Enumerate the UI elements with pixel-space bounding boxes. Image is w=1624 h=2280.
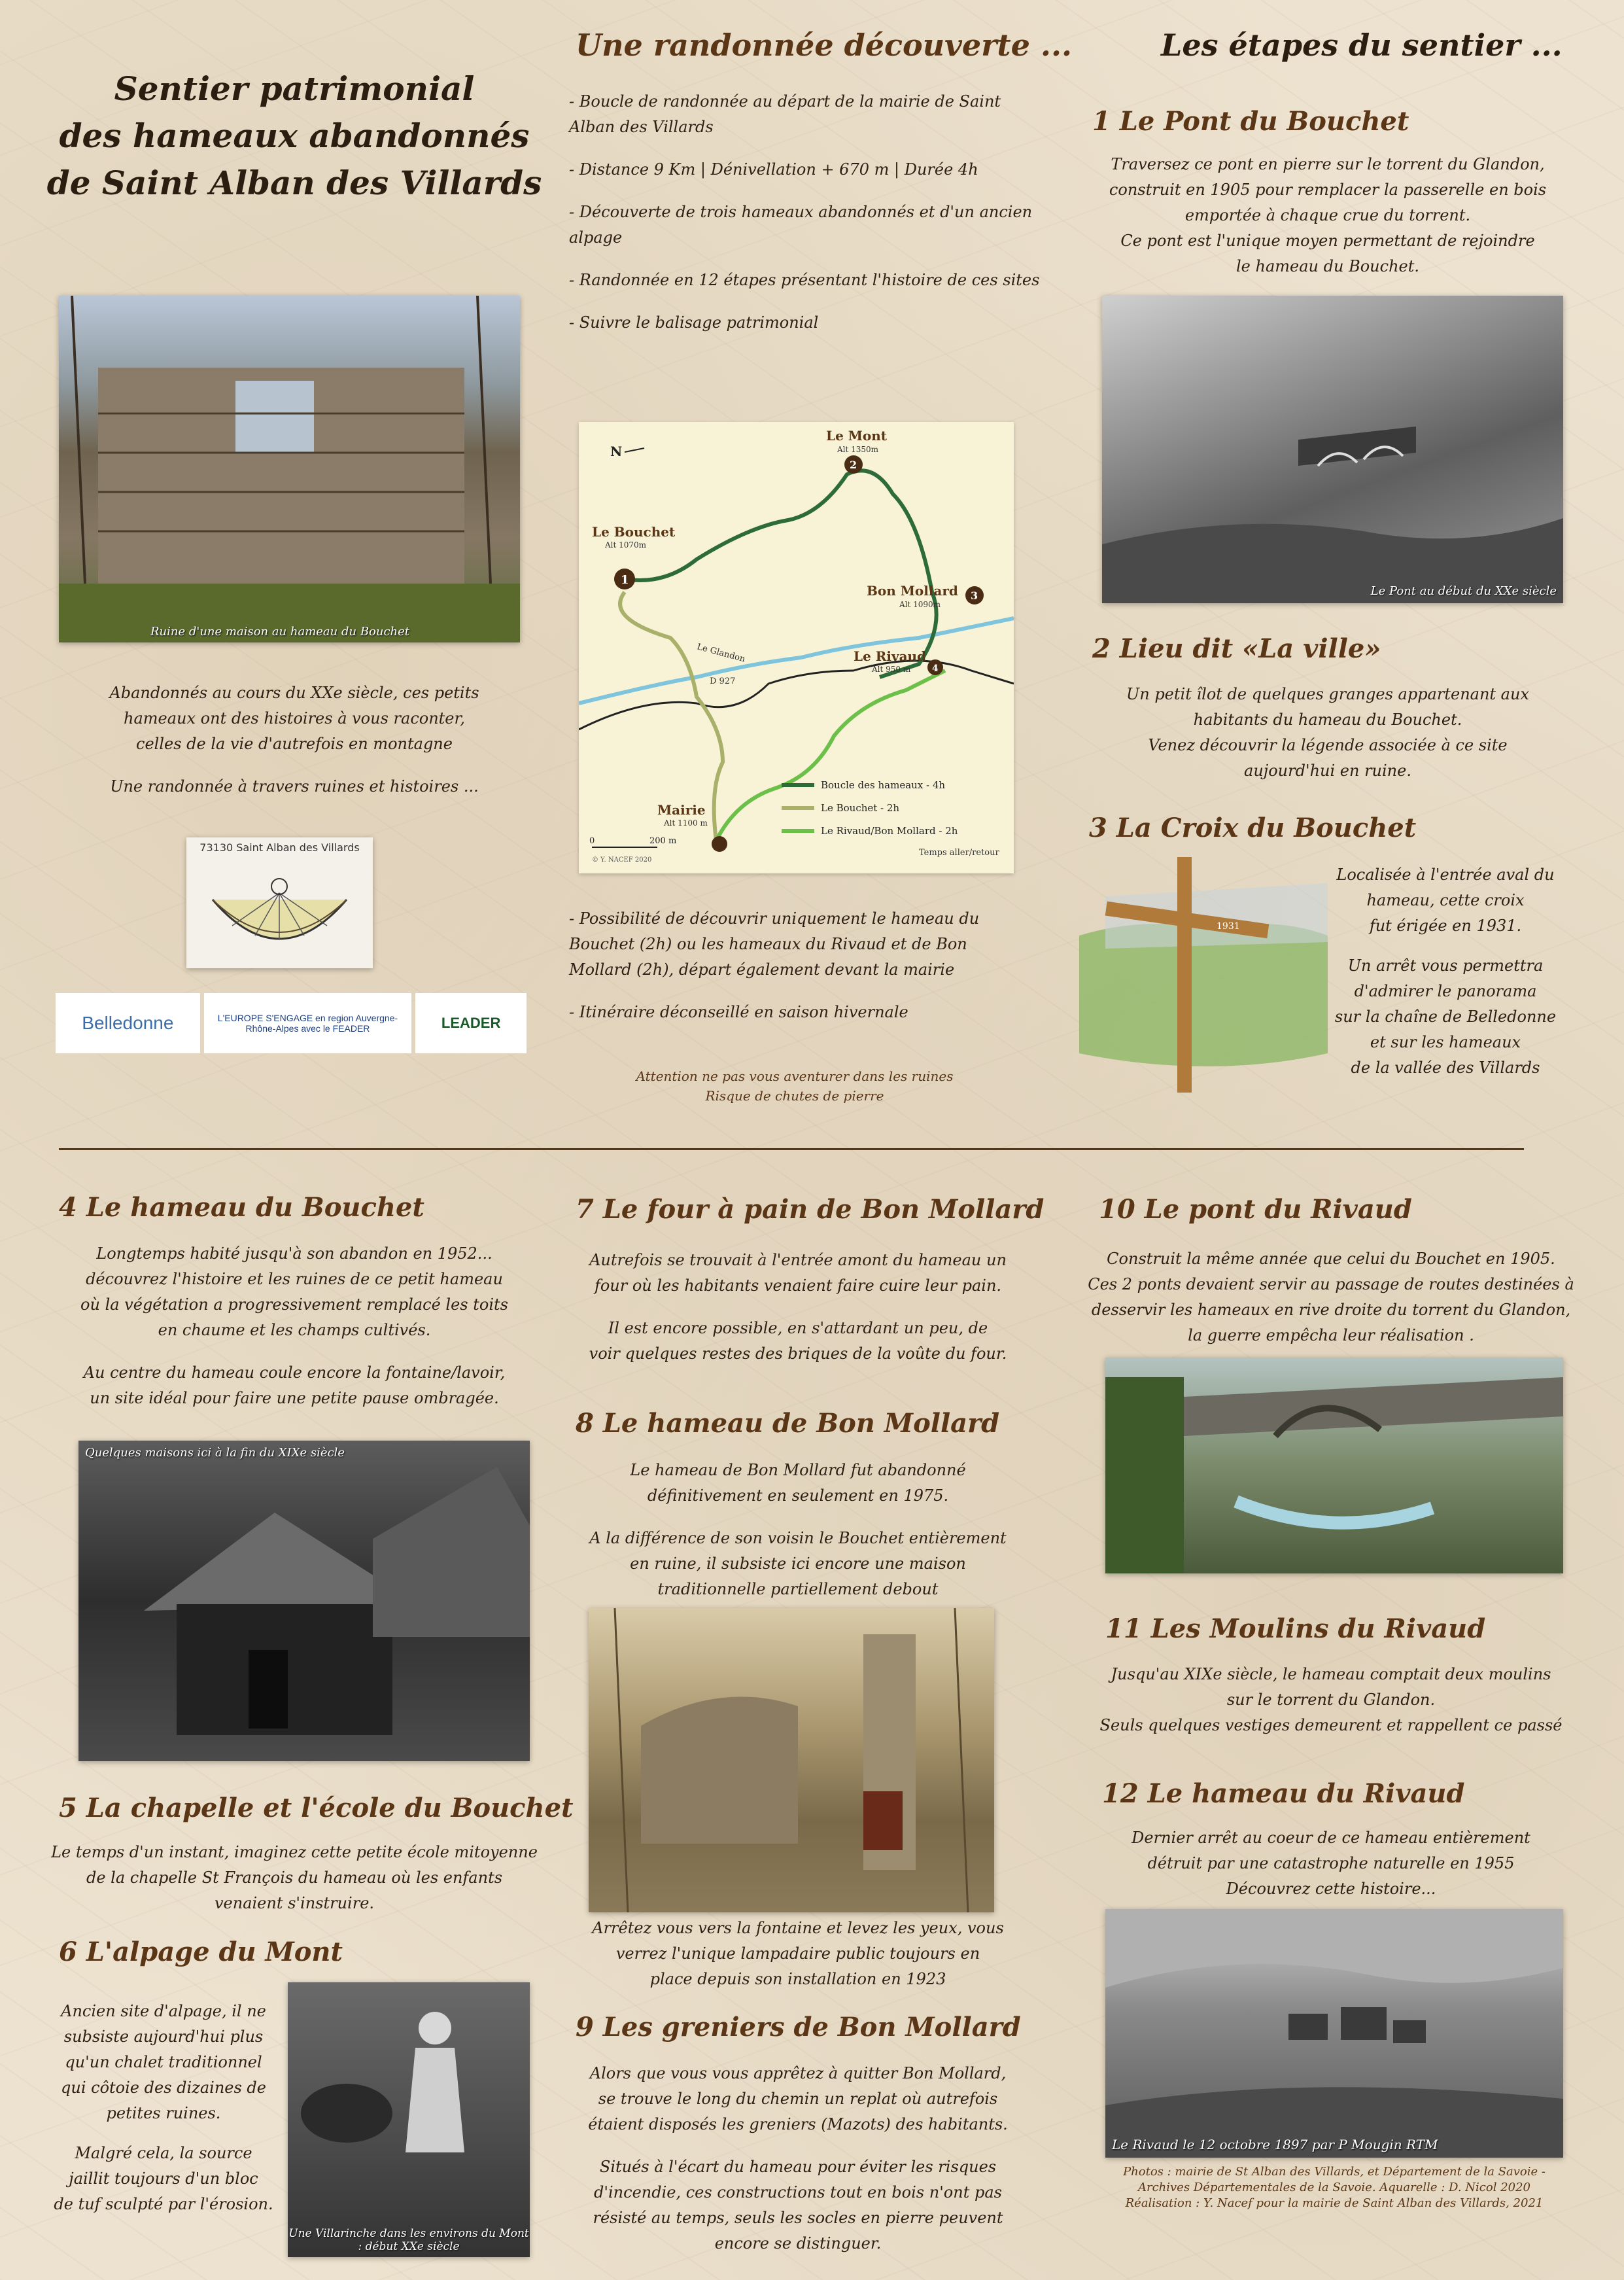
map-step-3: 3 — [971, 589, 978, 602]
rivaud-bridge-illustration — [1105, 1358, 1563, 1573]
ruin-photo-caption: Ruine d'une maison au hameau du Bouchet — [150, 625, 410, 639]
map-label-rivaud: Le Rivaud — [854, 648, 927, 664]
ruin-photo — [59, 296, 520, 642]
intro-text: Abandonnés au cours du XXe siècle, ces petits hameaux ont des histoires à vous raconter, celles de la vie d'autrefois en montagne Une randonnée à travers ruines et histoires ... — [109, 684, 479, 796]
leader-logo: LEADER — [415, 993, 527, 1053]
rando-heading: Une randonnée découverte ... — [576, 27, 1072, 63]
warning-text: Attention ne pas vous aventurer dans les ruines Risque de chutes de pierre — [636, 1068, 954, 1104]
legend-label-bouchet: Le Bouchet - 2h — [821, 802, 900, 814]
partner-logos — [56, 993, 527, 1053]
step-7-text: Autrefois se trouvait à l'entrée amont du hameau un four où les habitants venaient faire cuire leur pain. Il est encore possible, en s'attardant un peu, de voir quelques restes des briques de la voûte du four. — [589, 1251, 1007, 1363]
europe-region-logo: L'EUROPE S'ENGAGE en region Auvergne-Rhône-Alpes avec le FEADER — [204, 993, 412, 1053]
step-10-title: 10 Le pont du Rivaud — [1099, 1194, 1412, 1225]
map-label-bon-mollard: Bon Mollard — [867, 583, 958, 599]
alpage-photo — [288, 1982, 530, 2257]
step-4-text: Longtemps habité jusqu'à son abandon en 1952... découvrez l'histoire et les ruines de ce petit hameau où la végétation a progressivement remplacé les toits en chaume et les champs cultivés. Au centre du hameau coule encore la fontaine/lavoir, un site idéal pour faire une petite pause ombragée. — [80, 1244, 508, 1407]
step-5-title: 5 La chapelle et l'école du Bouchet — [59, 1793, 574, 1823]
rivaud-village-illustration — [1105, 1909, 1563, 2158]
cross-year: 1931 — [1217, 921, 1240, 932]
belledonne-logo: Belledonne — [56, 993, 200, 1053]
step-1-title: 1 Le Pont du Bouchet — [1092, 106, 1409, 137]
sundial-logo: 73130 Saint Alban des Villards — [186, 837, 373, 968]
pont-rivaud-photo — [1105, 1358, 1563, 1573]
map-label-road: D 927 — [710, 676, 736, 686]
croix-watercolor — [1079, 857, 1328, 1099]
map-alt-bon-mollard: Alt 1090m — [899, 600, 941, 609]
pont-bouchet-photo — [1102, 296, 1563, 603]
ruin-illustration — [59, 296, 520, 642]
step-10-text: Construit la même année que celui du Bouchet en 1905. Ces 2 ponts devaient servir au passage de routes destinées à desservir les hameaux en rive droite du torrent du Glandon, la guerre empêcha leur réalisation . — [1088, 1250, 1574, 1344]
hameau-bouchet-caption: Quelques maisons ici à la fin du XIXe siècle — [85, 1446, 345, 1460]
map-label-river: Le Glandon — [695, 642, 746, 665]
alpage-caption: Une Villarinche dans les environs du Mont : début XXe siècle — [288, 2227, 529, 2253]
map-alt-bouchet: Alt 1070m — [605, 540, 647, 550]
section-divider — [59, 1148, 1524, 1150]
step-12-title: 12 Le hameau du Rivaud — [1102, 1778, 1465, 1809]
map-label-mont: Le Mont — [826, 428, 888, 444]
step-6-title: 6 L'alpage du Mont — [59, 1937, 343, 1967]
map-label-mairie: Mairie — [657, 802, 706, 818]
map-time-note: Temps aller/retour — [919, 848, 999, 858]
rando-bullets: - Boucle de randonnée au départ de la mairie de Saint Alban des Villards - Distance 9 Km | Dénivellation + 670 m | Durée 4h - Découverte de trois hameaux abandonnés et d'un ancien alpage - Randonnée en 12 étapes présentant l'histoire de ces sites - Suivre le balisage patrimonial — [569, 92, 1040, 332]
step-3-title: 3 La Croix du Bouchet — [1089, 813, 1417, 843]
photo-credits: Photos : mairie de St Alban des Villards, et Département de la Savoie - Archives Départementales de la Savoie. Aquarelle : D. Nicol 2020 Réalisation : Y. Nacef pour la mairie de Saint Alban des Villards, 2021 — [1123, 2165, 1546, 2210]
rivaud-photo — [1105, 1909, 1563, 2158]
bridge-illustration — [1102, 296, 1563, 603]
step-6-text: Ancien site d'alpage, il ne subsiste aujourd'hui plus qu'un chalet traditionnel qui côtoie des dizaines de petites ruines. Malgré cela, la source jaillit toujours d'un bloc de tuf sculpté par l'érosion. — [54, 2002, 273, 2213]
map-alt-mont: Alt 1350m — [837, 445, 879, 454]
step-12-text: Dernier arrêt au coeur de ce hameau entièrement détruit par une catastrophe naturelle en 1955 Découvrez cette histoire... — [1132, 1829, 1530, 1898]
legend-label-boucle: Boucle des hameaux - 4h — [821, 779, 946, 791]
step-1-text: Traversez ce pont en pierre sur le torrent du Glandon, construit en 1905 pour remplacer la passerelle en bois emportée à chaque crue du torrent. Ce pont est l'unique moyen permettant de rejoindre le hameau du Bouchet. — [1109, 155, 1547, 275]
rando-bullets-2: - Possibilité de découvrir uniquement le hameau du Bouchet (2h) ou les hameaux du Rivaud et de Bon Mollard (2h), départ également devant la mairie - Itinéraire déconseillé en saison hivernale — [569, 909, 980, 1021]
map-step-4: 4 — [932, 663, 939, 674]
old-houses-illustration — [78, 1441, 530, 1761]
bon-mollard-photo — [589, 1608, 994, 1912]
trail-map-svg — [579, 422, 1014, 873]
step-11-text: Jusqu'au XIXe siècle, le hameau comptait deux moulins sur le torrent du Glandon. Seuls quelques vestiges demeurent et rappellent ce passé — [1099, 1665, 1563, 1734]
step-5-text: Le temps d'un instant, imaginez cette petite école mitoyenne de la chapelle St François du hameau où les enfants venaient s'instruire. — [51, 1843, 538, 1912]
map-step-2: 2 — [850, 459, 857, 471]
map-point-mairie — [712, 836, 727, 852]
rivaud-caption: Le Rivaud le 12 octobre 1897 par P Mougin RTM — [1112, 2137, 1438, 2152]
step-3-text: Localisée à l'entrée aval du hameau, cette croix fut érigée en 1931. Un arrêt vous permettra d'admirer le panorama sur la chaîne de Belledonne et sur les hameaux de la vallée des Villards — [1334, 866, 1557, 1077]
step-8-title: 8 Le hameau de Bon Mollard — [576, 1408, 1000, 1439]
trail-map — [579, 422, 1014, 873]
step-2-text: Un petit îlot de quelques granges appartenant aux habitants du hameau du Bouchet. Venez découvrir la légende associée à ce site aujourd'hui en ruine. — [1126, 685, 1529, 780]
cross-illustration — [1079, 857, 1328, 1099]
north-arrow: N — [610, 444, 623, 459]
four-ruin-illustration — [589, 1608, 994, 1912]
map-label-bouchet: Le Bouchet — [592, 524, 676, 540]
page-title: Sentier patrimonial des hameaux abandonnés de Saint Alban des Villards — [46, 69, 542, 202]
step-9-text: Alors que vous vous apprêtez à quitter Bon Mollard, se trouve le long du chemin un replat où autrefois étaient disposés les greniers (Mazots) des habitants. Situés à l'écart du hameau pour éviter les risques d'incendie, ces constructions tout en bois n'ont pas résisté au temps, seuls les socles en pierre peuvent encore se distinguer. — [588, 2064, 1008, 2253]
map-alt-mairie: Alt 1100 m — [664, 818, 708, 828]
etapes-heading: Les étapes du sentier ... — [1161, 27, 1563, 63]
map-alt-rivaud: Alt 950 m — [872, 665, 911, 674]
step-4-title: 4 Le hameau du Bouchet — [59, 1192, 424, 1223]
legend-label-rivaud: Le Rivaud/Bon Mollard - 2h — [821, 825, 958, 837]
map-scale-end: 200 m — [649, 836, 677, 846]
map-step-1: 1 — [621, 573, 629, 587]
step-2-title: 2 Lieu dit «La ville» — [1092, 633, 1381, 664]
hameau-bouchet-photo — [78, 1441, 530, 1761]
step-8-text-3: Arrêtez vous vers la fontaine et levez les yeux, vous verrez l'unique lampadaire public toujours en place depuis son installation en 1923 — [592, 1919, 1004, 1988]
map-credit: © Y. NACEF 2020 — [592, 856, 652, 864]
woman-cow-illustration — [288, 1982, 530, 2257]
step-7-title: 7 Le four à pain de Bon Mollard — [576, 1194, 1045, 1225]
step-8-text: Le hameau de Bon Mollard fut abandonné définitivement en seulement en 1975. A la différence de son voisin le Bouchet entièrement en ruine, il subsiste ici encore une maison traditionnelle partiellement debout — [589, 1461, 1007, 1598]
map-scale-start: 0 — [589, 836, 595, 846]
sundial-icon — [186, 854, 373, 965]
pont-bouchet-caption: Le Pont au début du XXe siècle — [1370, 584, 1557, 598]
step-9-title: 9 Les greniers de Bon Mollard — [576, 2012, 1021, 2043]
map-legend — [782, 779, 958, 837]
step-11-title: 11 Les Moulins du Rivaud — [1105, 1613, 1486, 1644]
